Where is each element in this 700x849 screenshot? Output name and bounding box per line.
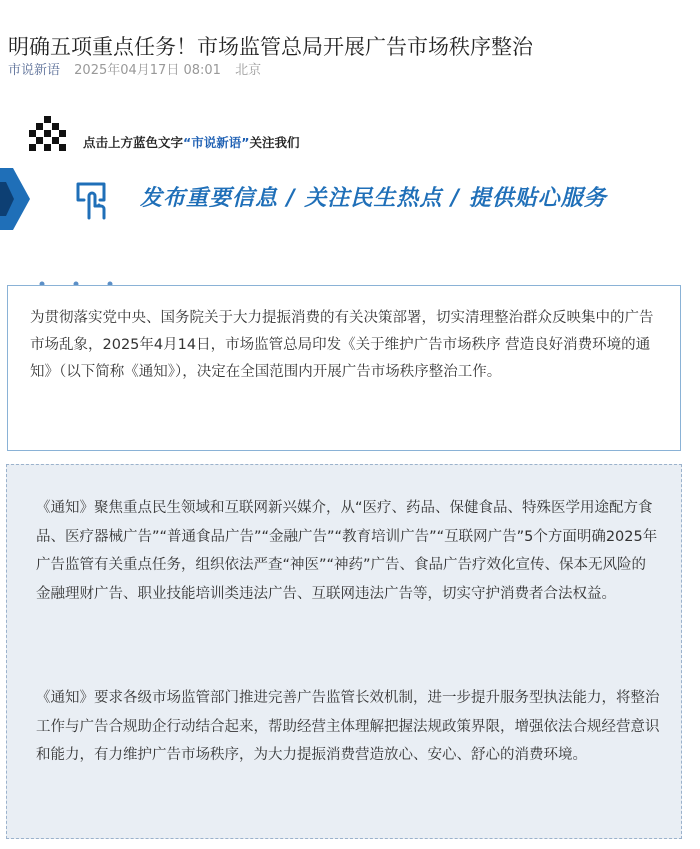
publish-location: 北京: [235, 63, 262, 78]
intro-paragraph: 为贯彻落实党中央、国务院关于大力提振消费的有关决策部署，切实清理整治群众反映集中的广告市场乱象，2025年4月14日，市场监管总局印发《关于维护广告市场秩序 营造良好消费环境的通知》（以下简称《通知》），决定在全国范围内开展广告市场秩序整治工作。: [30, 310, 654, 380]
slogan-text: 发布重要信息 / 关注民生热点 / 提供贴心服务: [140, 186, 607, 211]
article-meta: [8, 61, 261, 81]
slogan-banner: [0, 168, 700, 230]
chevron-right-icon: [0, 168, 30, 230]
follow-account-name[interactable]: “市说新语”: [183, 135, 250, 150]
content-box: [6, 464, 682, 839]
body-paragraph: 《通知》要求各级市场监管部门推进完善广告监管长效机制，进一步提升服务型执法能力，将整治工作与广告合规助企行动结合起来，帮助经营主体理解把握法规政策界限，增强依法合规经营意识和能力，有力维护广告市场秩序，为大力提振消费营造放心、安心、舒心的消费环境。: [36, 690, 660, 763]
follow-prefix: 点击上方蓝色文字: [83, 135, 184, 150]
pixel-logo-icon: [26, 116, 70, 156]
publish-time: 2025年04月17日 08:01: [74, 63, 221, 78]
source-account-link[interactable]: 市说新语: [8, 63, 61, 78]
body-paragraph: 《通知》聚焦重点民生领域和互联网新兴媒介，从“医疗、药品、保健食品、特殊医学用途配方食品、医疗器械广告”“普通食品广告”“金融广告”“教育培训广告”“互联网广告”5个方面明确2025年广告监管有关重点任务，组织依法严查“神医”“神药”广告、食品广告疗效化宣传、保本无风险的金融理财广告、职业技能培训类违法广告、互联网违法广告等，切实守护消费者合法权益。: [36, 500, 658, 602]
follow-prompt: [83, 134, 299, 152]
intro-box: [7, 285, 681, 451]
follow-suffix: 关注我们: [249, 135, 300, 150]
article-title: 明确五项重点任务！市场监管总局开展广告市场秩序整治: [8, 35, 533, 60]
hand-tap-icon: [74, 180, 110, 220]
